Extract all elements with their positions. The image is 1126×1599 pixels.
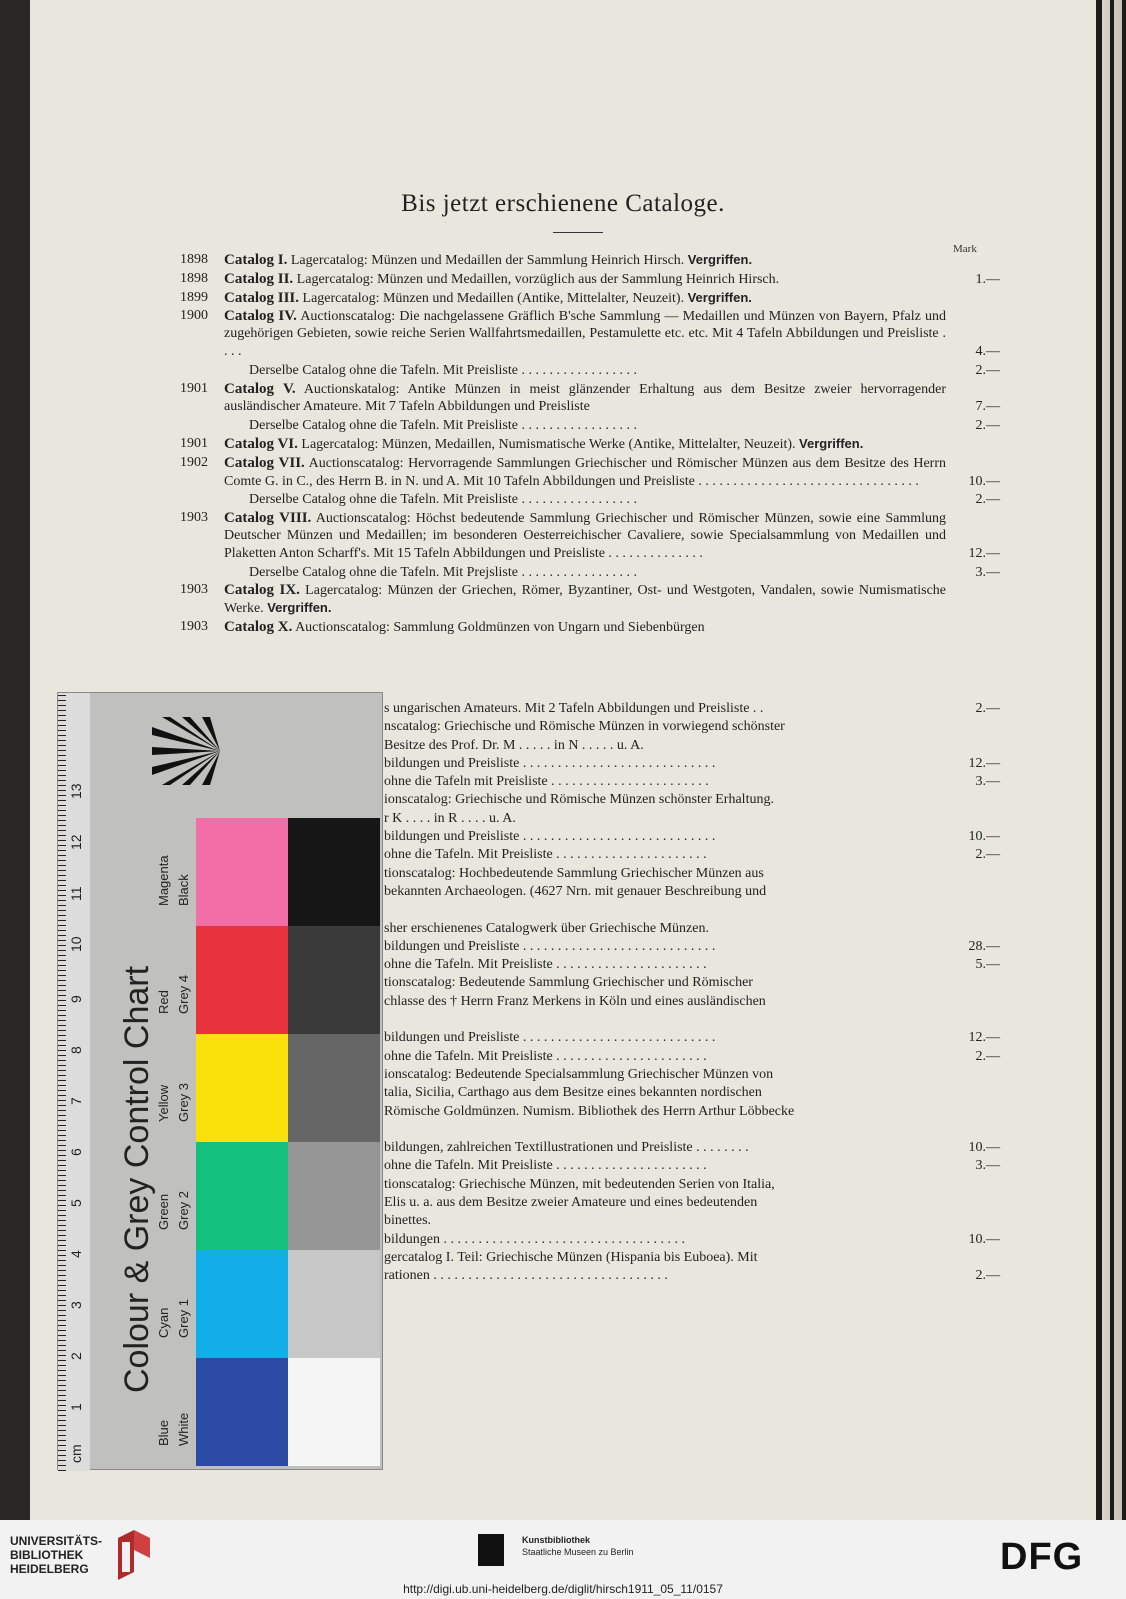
entry-text [224,381,946,417]
page-edge [1096,0,1126,1520]
partial-line [384,1249,1000,1267]
partial-line-price: 2.— [975,1048,1000,1064]
entry-label: Catalog VI. [224,435,298,452]
color-label: Green [156,1193,171,1230]
entry-label: Catalog III. [224,289,300,306]
partial-line [384,993,1000,1011]
entry-text [249,564,946,582]
entry-price: 2.— [975,362,1000,378]
ruler-number: 12 [68,834,84,850]
partial-line-text: bildungen und Preisliste . . . . . . . . . . . . . . . . . . . . . . . . . . . . [384,1030,716,1046]
partial-line [384,718,1000,736]
partial-line-text: ionscatalog: Bedeutende Specialsammlung Griechischer Münzen von [384,1066,774,1082]
entry-label: Catalog II. [224,270,294,287]
partial-line-text: bildungen, zahlreichen Textillustrationen und Preisliste . . . . . . . . [384,1140,749,1156]
entry-status: Vergriffen. [799,435,864,451]
entry-year: 1898 [180,252,208,267]
partial-line-price: 5.— [975,957,1000,973]
partial-line-text: nscatalog: Griechische und Römische Münzen in vorwiegend schönster [384,719,785,735]
partial-line [384,938,1000,956]
partial-line-text: gercatalog I. Teil: Griechische Münzen (Hispania bis Euboea). Mit [384,1249,758,1265]
partial-line [384,828,1000,846]
entry-text [224,455,946,491]
entry-text [224,308,946,360]
partial-line-text: Römische Goldmünzen. Numism. Bibliothek des Herrn Arthur Löbbecke [384,1103,795,1119]
ruler-number: 11 [68,886,84,901]
ruler-number: 2 [68,1352,84,1360]
entry-description: Derselbe Catalog ohne die Tafeln. Mit Prejsliste . . . . . . . . . . . . . . . . . [249,564,637,580]
partial-line-text: rationen . . . . . . . . . . . . . . . . . . . . . . . . . . . . . . . . . . [384,1268,668,1284]
kunstbibliothek-logo-icon [478,1534,504,1566]
partial-line-text: tionscatalog: Hochbedeutende Sammlung Griechischer Münzen aus [384,865,764,881]
entry-price: 10.— [968,473,1000,489]
partial-line-price [946,1212,1000,1230]
grey-swatch [288,818,380,926]
partial-line [384,1066,1000,1084]
partial-line-text: ohne die Tafeln. Mit Preisliste . . . . . . . . . . . . . . . . . . . . . . [384,957,707,973]
partial-line-price [946,1084,1000,1102]
catalog-entry [180,308,1000,360]
entry-text [224,271,946,289]
entry-year: 1903 [180,510,208,526]
entry-text [224,290,946,308]
catalog-sub-entry [180,362,1000,380]
entry-description: Lagercatalog: Münzen und Medaillen der Sammlung Heinrich Hirsch. [290,253,685,268]
partial-line [384,956,1000,974]
dfg-logo: DFG [1000,1536,1084,1578]
entry-description: Derselbe Catalog ohne die Tafeln. Mit Preisliste . . . . . . . . . . . . . . . . . [249,362,637,378]
partial-line-text: ohne die Tafeln. Mit Preisliste . . . . . . . . . . . . . . . . . . . . . . [384,1048,707,1064]
partial-line [384,1212,1000,1230]
entry-year [180,417,224,435]
partial-line-price [946,1103,1000,1121]
color-swatch [196,1250,288,1358]
entry-price: 2.— [975,418,1000,434]
partial-line-text [384,1121,946,1139]
partial-line-price [946,993,1000,1011]
entry-status: Vergriffen. [687,252,753,267]
color-swatch [196,1034,288,1142]
grey-label: White [176,1412,191,1446]
ruler-number: 13 [68,783,84,799]
ruler-number: 1 [68,1403,84,1411]
partial-line [384,974,1000,992]
footer [0,1520,1126,1599]
entry-text [224,619,946,637]
entry-text [224,436,946,454]
entry-price: 7.— [975,399,1000,415]
entry-price: 12.— [968,545,1000,561]
partial-line-text: ohne die Tafeln mit Preisliste . . . . . . . . . . . . . . . . . . . . . . . [384,774,709,790]
color-label: Magenta [156,855,171,906]
entry-description: Auctionskatalog: Antike Münzen in meist glänzender Erhaltung aus dem Besitze zweier hervorragender ausländischer Amateure. Mit 7 Tafeln Abbildungen und Preisliste [224,381,946,415]
entry-year [180,491,224,509]
source-url[interactable]: http://digi.ub.uni-heidelberg.de/diglit/hirsch1911_05_11/0157 [403,1582,723,1596]
entry-status: Vergriffen. [267,600,332,616]
partial-line-price: 10.— [968,1231,1000,1247]
grey-swatch [288,1142,380,1250]
entry-description: Lagercatalog: Münzen, Medaillen, Numismatische Werke (Antike, Mittelalter, Neuzeit). [301,436,796,452]
page-title: Bis jetzt erschienene Cataloge. [401,190,725,217]
ruler-number: 10 [68,936,84,952]
partial-line-price [946,791,1000,809]
entry-year: 1902 [180,454,208,470]
entry-description: Lagercatalog: Münzen und Medaillen, vorzüglich aus der Sammlung Heinrich Hirsch. [296,271,780,287]
catalog-entry [180,381,1000,417]
grey-label: Grey 1 [176,1298,191,1338]
entry-price: 3.— [975,564,1000,580]
partial-line-text: Elis u. a. aus dem Besitze zweier Amateure und eines bedeutenden [384,1195,758,1211]
partial-line-price [946,737,1000,755]
grey-label: Black [176,874,191,906]
entry-year: 1901 [180,435,208,451]
partial-line [384,1029,1000,1047]
partial-line-price: 3.— [975,774,1000,790]
partial-line-price [946,810,1000,828]
partial-line-text: binettes. [384,1213,432,1229]
entry-price: 1.— [975,271,1000,287]
ruler-number: 9 [68,995,84,1003]
entry-description: Auctionscatalog: Hervorragende Sammlungen Griechischer und Römischer Münzen aus dem Besitze des Herrn Comte G. in C., des Herrn B. in N. und A. Mit 10 Tafeln Abbildungen und Preisliste . . . . . . . . . . . . . . . . . . . . . . . . . . . . . . . . [224,455,947,489]
color-label: Blue [156,1419,171,1446]
partial-line-price [946,883,1000,901]
partial-line-price [946,718,1000,736]
color-swatch [196,1142,288,1250]
entry-year: 1900 [180,308,208,324]
partial-line-text: s ungarischen Amateurs. Mit 2 Tafeln Abbildungen und Preisliste . . [384,701,764,716]
grey-label: Grey 2 [176,1190,191,1230]
partial-line [384,1011,1000,1029]
sunburst-icon [152,717,220,785]
partial-line-text: bildungen . . . . . . . . . . . . . . . . . . . . . . . . . . . . . . . . . . . [384,1231,685,1247]
partial-line [384,755,1000,773]
partial-line-price: 12.— [968,1030,1000,1046]
entry-text [224,582,946,618]
entry-label: Catalog VII. [224,454,305,471]
partial-line-text: chlasse des † Herrn Franz Merkens in Köln und eines ausländischen [384,993,766,1009]
entry-label: Catalog V. [224,380,296,397]
ruler-number: 8 [68,1046,84,1054]
catalog-entry [180,290,1000,308]
entry-year: 1901 [180,380,208,396]
entry-text [249,417,946,435]
partial-line-text [384,901,946,919]
entry-price: 4.— [975,343,1000,359]
ruler-number: 6 [68,1148,84,1156]
entry-status: Vergriffen. [687,289,752,305]
entry-year [180,362,224,380]
partial-line-price [946,1194,1000,1212]
catalog-entry [180,455,1000,491]
title-rule [553,232,603,233]
partial-line-text: sher erschienenes Catalogwerk über Griechische Münzen. [384,920,709,936]
partial-line-price [946,865,1000,883]
entry-year: 1899 [180,289,208,305]
partial-line [384,883,1000,901]
ruler-number: 7 [68,1097,84,1105]
partial-line-price: 28.— [968,938,1000,954]
entry-text [224,252,946,270]
partial-line-text: bildungen und Preisliste . . . . . . . . . . . . . . . . . . . . . . . . . . . . [384,755,716,771]
partial-line-text: bekannten Archaeologen. (4627 Nrn. mit genauer Beschreibung und [384,883,767,899]
catalog-list [180,252,1000,638]
partial-line [384,773,1000,791]
partial-line [384,1139,1000,1157]
entry-description: Lagercatalog: Münzen und Medaillen (Antike, Mittelalter, Neuzeit). [302,290,685,306]
ruler-number: 4 [68,1250,84,1258]
color-swatch [196,818,288,926]
mark-column-header: Mark [953,243,977,255]
partial-line-price: 12.— [968,755,1000,771]
catalog-entry [180,510,1000,562]
color-label: Red [156,990,171,1014]
entry-description: Derselbe Catalog ohne die Tafeln. Mit Preisliste . . . . . . . . . . . . . . . . . [249,418,637,434]
entry-year [180,564,224,582]
partial-line [384,901,1000,919]
entry-year: 1903 [180,618,208,634]
color-swatch [196,1358,288,1466]
partial-line [384,920,1000,938]
grey-swatch [288,1250,380,1358]
grey-swatch [288,1358,380,1466]
partial-line-price: 10.— [968,829,1000,845]
partial-line-text: talia, Sicilia, Carthago aus dem Besitze eines bekannten nordischen [384,1085,762,1101]
partial-line [384,1231,1000,1249]
entry-label: Catalog VIII. [224,510,312,527]
grey-label: Grey 4 [176,974,191,1014]
partial-line-text: tionscatalog: Griechische Münzen, mit bedeutenden Serien von Italia, [384,1176,775,1192]
entry-label: Catalog IV. [224,308,297,325]
catalog-entry [180,582,1000,618]
partial-line-text: bildungen und Preisliste . . . . . . . . . . . . . . . . . . . . . . . . . . . . [384,829,716,845]
partial-line-text: ionscatalog: Griechische und Römische Münzen schönster Erhaltung. [384,792,774,808]
partial-line-price [946,901,1000,919]
catalog-sub-entry [180,491,1000,509]
partial-line [384,1267,1000,1285]
chart-title: Colour & Grey Control Chart [118,965,156,1393]
entry-year: 1903 [180,582,208,598]
catalog-list-continued [384,700,1000,1286]
partial-line [384,1194,1000,1212]
partial-line-price [946,1011,1000,1029]
partial-line [384,846,1000,864]
partial-line [384,1176,1000,1194]
partial-line [384,1121,1000,1139]
entry-text [249,362,946,380]
entry-description: Auctionscatalog: Sammlung Goldmünzen von Ungarn und Siebenbürgen [295,619,705,635]
partial-line [384,737,1000,755]
colour-grey-control-chart [57,692,383,1470]
entry-description: Derselbe Catalog ohne die Tafeln. Mit Preisliste . . . . . . . . . . . . . . . . . [249,492,637,508]
ub-heidelberg-mark-icon [112,1528,154,1582]
partial-line-price: 10.— [968,1140,1000,1156]
partial-line [384,865,1000,883]
partial-line-price: 2.— [975,701,1000,716]
entry-label: Catalog IX. [224,582,300,599]
entry-description: Auctionscatalog: Die nachgelassene Gräflich B'sche Sammlung — Medaillen und Münzen von Bayern, Pfalz und zugehörigen Gebieten, sowie reiche Serien Wallfahrtsmedaillen, Pestamulette etc. etc. Mit 4 Tafeln Abbildungen und Preisliste . . . . [224,309,946,359]
partial-line [384,700,1000,718]
entry-description: Auctionscatalog: Höchst bedeutende Sammlung Griechischer und Römischer Münzen, sowie eine Sammlung Deutscher Münzen und Medaillen; im besonderen Oesterreichischer Cavaliere, sowie Specialsammlung von Medaillen und Plaketten Anton Scharff's. Mit 15 Tafeln Abbildungen und Preisliste . . . . . . . . . . . . . . [224,511,946,561]
partial-line [384,1103,1000,1121]
partial-line [384,791,1000,809]
partial-line-text [384,1011,946,1029]
partial-line-price [946,1121,1000,1139]
partial-line-text: Besitze des Prof. Dr. M . . . . . in N . . . . . u. A. [384,737,644,753]
entry-text [249,491,946,509]
partial-line [384,1048,1000,1066]
partial-line-price [946,920,1000,938]
ruler-unit: cm [68,1444,84,1463]
partial-line-price [946,1176,1000,1194]
ruler-number: 3 [68,1301,84,1309]
partial-line-text: r K . . . . in R . . . . u. A. [384,810,516,826]
catalog-entry [180,252,1000,270]
catalog-entry [180,619,1000,637]
catalog-entry [180,436,1000,454]
partial-line-text: ohne die Tafeln. Mit Preisliste . . . . . . . . . . . . . . . . . . . . . . [384,1158,707,1174]
partial-line-text: tionscatalog: Bedeutende Sammlung Griechischer und Römischer [384,975,753,991]
ub-heidelberg-logo: UNIVERSITÄTS- BIBLIOTHEK HEIDELBERG [10,1534,103,1576]
partial-line-price: 2.— [975,847,1000,863]
ruler-number: 5 [68,1199,84,1207]
entry-description: Lagercatalog: Münzen der Griechen, Römer, Byzantiner, Ost- und Westgoten, Vandalen, sowie Numismatische Werke. [224,583,946,617]
color-swatch [196,926,288,1034]
catalog-sub-entry [180,564,1000,582]
partial-line [384,1084,1000,1102]
entry-text [224,510,946,562]
partial-line-text: bildungen und Preisliste . . . . . . . . . . . . . . . . . . . . . . . . . . . . [384,938,716,954]
kunstbibliothek-logo: Kunstbibliothek Staatliche Museen zu Berlin [522,1535,634,1557]
partial-line-price [946,974,1000,992]
partial-line-text: ohne die Tafeln. Mit Preisliste . . . . . . . . . . . . . . . . . . . . . . [384,847,707,863]
grey-swatch [288,1034,380,1142]
color-label: Yellow [156,1084,171,1122]
partial-line-price [946,1066,1000,1084]
color-label: Cyan [156,1307,171,1338]
entry-price: 2.— [975,492,1000,508]
entry-year: 1898 [180,270,208,286]
grey-label: Grey 3 [176,1082,191,1122]
partial-line-price: 2.— [975,1268,1000,1284]
entry-label: Catalog I. [224,252,288,268]
catalog-sub-entry [180,417,1000,435]
partial-line [384,810,1000,828]
grey-swatch [288,926,380,1034]
partial-line-price [946,1249,1000,1267]
partial-line [384,1157,1000,1175]
entry-label: Catalog X. [224,618,293,635]
partial-line-price: 3.— [975,1158,1000,1174]
catalog-entry [180,271,1000,289]
